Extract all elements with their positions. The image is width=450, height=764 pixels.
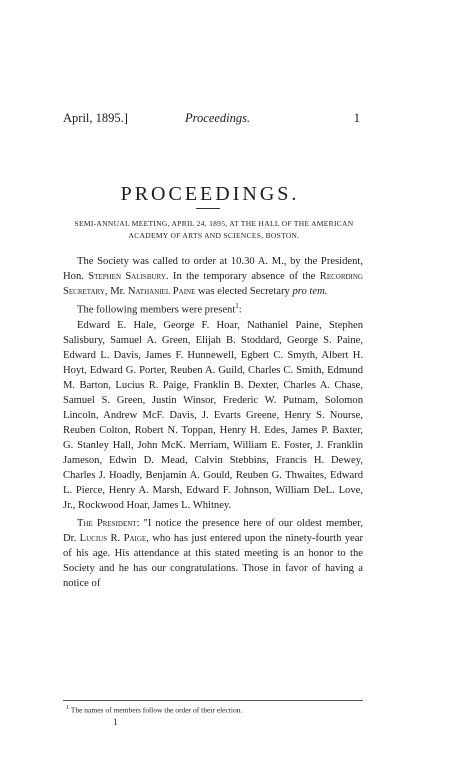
text-run: , Mr. [104, 286, 126, 297]
text-run: . In the temporary absence of the [165, 271, 316, 282]
text-run: : "I notice the presence here of our oldest member, Dr. [63, 517, 363, 544]
body-text [63, 254, 363, 591]
page-title: PROCEEDINGS. [120, 183, 300, 205]
text-run: The following members were present [77, 304, 236, 316]
header-section: Proceedings. [185, 111, 251, 125]
president-name: Stephen Salisbury [88, 271, 166, 282]
pro-tem: pro tem. [292, 286, 328, 297]
header-date: April, 1895.] [63, 111, 128, 125]
text-run: , who has just entered upon the ninety-fourth year of his age. His attendance at this stated meeting is an honor to the Society and he has our congratulations. Those in favor of having a notice of [63, 532, 363, 589]
members-list: Edward E. Hale, George F. Hoar, Nathaniel Paine, Stephen Salisbury, Samuel A. Green, Elijah B. Stoddard, George S. Paine, Edward L. Davis, James F. Hunnewell, Egbert C. Smyth, Albert H. Hoyt, Edward G. Porter, Reuben A. Guild, Charles C. Smith, Edmund M. Barton, Lucius R. Paige, Franklin B. Dexter, Charles A. Chase, Samuel S. Green, Justin Winsor, Frederic W. Putnam, Solomon Lincoln, Andrew McF. Davis, J. Evarts Greene, Henry S. Nourse, Reuben Colton, Robert N. Toppan, Henry H. Edes, James P. Baxter, G. Stanley Hall, John McK. Merriam, William E. Foster, J. Franklin Jameson, Edwin D. Mead, Calvin Stebbins, Francis H. Dewey, Charles J. Hoadly, Benjamin A. Gould, Reuben G. Thwaites, Edward L. Pierce, Henry A. Marsh, Edward F. Johnson, William DeL. Love, Jr., Rockwood Hoar, James L. Whitney. [63, 319, 363, 511]
meeting-subheading: SEMI-ANNUAL MEETING, APRIL 24, 1895, AT THE HALL OF THE AMERICAN ACADEMY OF ARTS AND SCIENCES, BOSTON. [74, 219, 354, 240]
text-run: : [238, 304, 242, 316]
secretary-title: Recording Secretary [63, 271, 363, 297]
president-remarks [63, 516, 363, 591]
page-number: 1 [353, 111, 360, 125]
attendance-intro [63, 299, 363, 318]
speaker: The President [77, 517, 137, 529]
opening-paragraph [63, 254, 363, 299]
running-head [63, 111, 360, 126]
footnote [66, 703, 362, 716]
text-run: The Society was called to order at 10.30 A. M., by the President, Hon. [63, 256, 363, 282]
footnote-text: The names of members follow the order of their election. [70, 705, 243, 715]
text-run: was elected Secretary [198, 286, 290, 297]
member-name: Lucius R. Paige [79, 532, 147, 544]
footnote-marker: 1 [66, 705, 69, 711]
footnote-rule [63, 700, 363, 701]
signature-mark: 1 [113, 717, 118, 727]
footnote-ref: 1 [235, 302, 239, 310]
title-rule [196, 208, 220, 209]
secretary-name: Nathaniel Paine [127, 286, 196, 297]
